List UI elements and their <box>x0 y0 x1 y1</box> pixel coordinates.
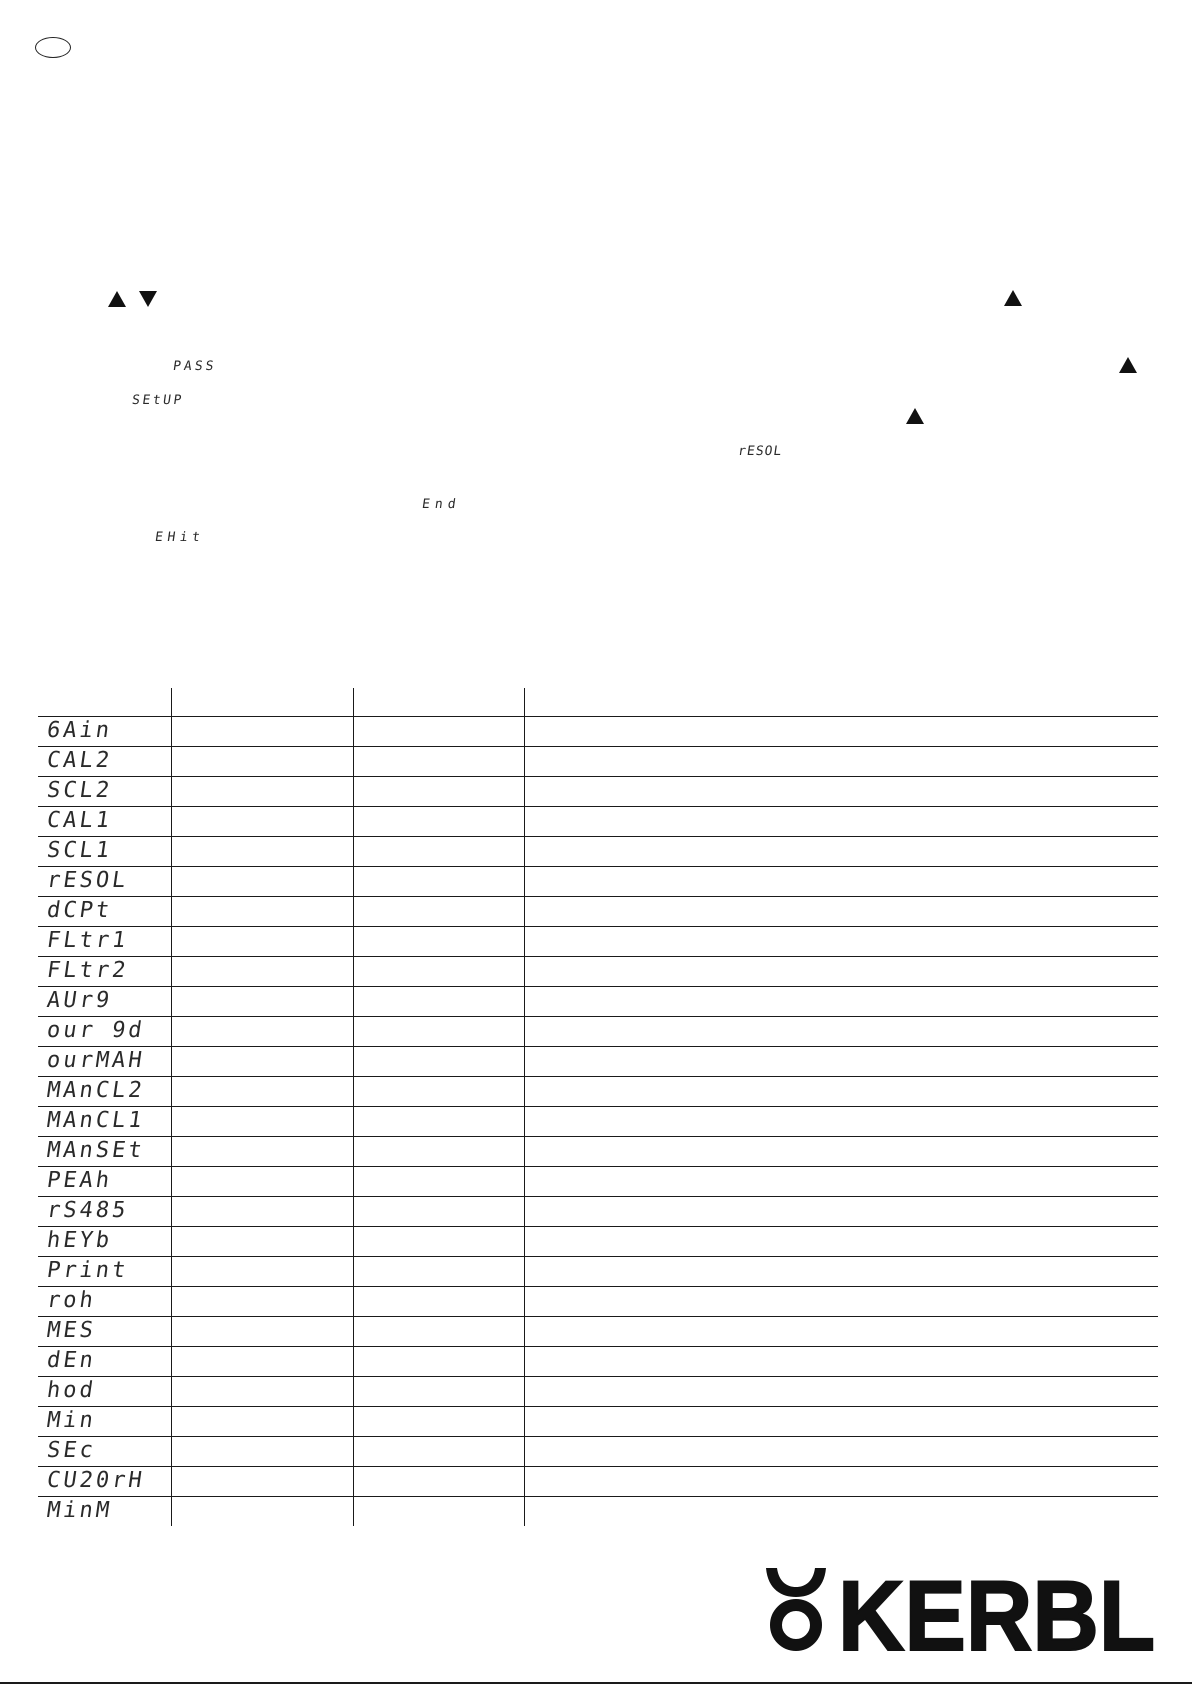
table-cell-code <box>38 1407 171 1436</box>
table-cell <box>524 1137 1158 1166</box>
table-cell <box>353 1167 524 1196</box>
table-cell <box>171 1017 353 1046</box>
table-cell <box>353 777 524 806</box>
display-code: dEn <box>45 1348 98 1373</box>
table-cell-code <box>38 1167 171 1196</box>
table-cell <box>353 927 524 956</box>
table-cell-code <box>38 1257 171 1286</box>
display-code: SCL2 <box>45 778 114 803</box>
table-cell <box>171 1347 353 1376</box>
table-cell <box>524 1077 1158 1106</box>
up-arrow-icon <box>108 291 126 307</box>
table-cell <box>353 1317 524 1346</box>
table-cell-code <box>38 1017 171 1046</box>
table-cell <box>353 1347 524 1376</box>
table-row <box>38 1136 1158 1166</box>
table-cell <box>524 1257 1158 1286</box>
table-cell <box>524 1197 1158 1226</box>
table-cell <box>524 1047 1158 1076</box>
table-cell-code <box>38 777 171 806</box>
display-code: SEc <box>45 1438 98 1463</box>
table-cell <box>171 1137 353 1166</box>
display-code: MAnCL2 <box>45 1078 147 1103</box>
table-cell-code <box>38 987 171 1016</box>
table-cell <box>171 957 353 986</box>
table-cell <box>353 1047 524 1076</box>
table-cell-code <box>38 867 171 896</box>
table-cell <box>171 807 353 836</box>
table-cell <box>353 837 524 866</box>
table-row <box>38 746 1158 776</box>
table-row <box>38 1406 1158 1436</box>
settings-table-body <box>38 716 1158 1526</box>
display-code: MinM <box>45 1498 114 1523</box>
display-code: FLtr1 <box>45 928 131 953</box>
table-row <box>38 1226 1158 1256</box>
table-cell-code <box>38 1317 171 1346</box>
table-row <box>38 1106 1158 1136</box>
table-row <box>38 1496 1158 1526</box>
table-cell <box>171 1317 353 1346</box>
display-code-setup: SEtUP <box>131 393 185 408</box>
display-code: hod <box>45 1378 98 1403</box>
table-cell <box>353 897 524 926</box>
table-row <box>38 776 1158 806</box>
table-cell <box>524 777 1158 806</box>
table-cell <box>171 1407 353 1436</box>
table-cell <box>171 1497 353 1526</box>
display-code: MAnSEt <box>45 1138 147 1163</box>
table-cell <box>524 867 1158 896</box>
table-row <box>38 926 1158 956</box>
display-code: Print <box>45 1258 131 1283</box>
table-row <box>38 1376 1158 1406</box>
table-cell <box>353 807 524 836</box>
table-cell-code <box>38 1227 171 1256</box>
table-cell <box>171 1257 353 1286</box>
table-cell <box>171 1077 353 1106</box>
table-cell-code <box>38 1047 171 1076</box>
table-row <box>38 896 1158 926</box>
table-row <box>38 806 1158 836</box>
table-row <box>38 1286 1158 1316</box>
table-header-row <box>38 688 1158 716</box>
table-cell <box>171 1167 353 1196</box>
table-row <box>38 1046 1158 1076</box>
table-cell-code <box>38 1347 171 1376</box>
kerbl-logo-wordmark: KERBL <box>838 1560 1156 1671</box>
table-cell-code <box>38 1197 171 1226</box>
table-row <box>38 1346 1158 1376</box>
table-cell-code <box>38 1437 171 1466</box>
table-cell <box>524 1407 1158 1436</box>
display-code: CAL1 <box>45 808 114 833</box>
table-cell <box>524 837 1158 866</box>
table-header-cell <box>38 688 171 716</box>
table-cell <box>353 1287 524 1316</box>
table-cell-code <box>38 1497 171 1526</box>
up-arrow-icon <box>1004 290 1022 306</box>
up-arrow-icon <box>906 408 924 424</box>
table-cell <box>353 1107 524 1136</box>
table-cell <box>353 987 524 1016</box>
table-cell <box>353 1437 524 1466</box>
table-cell <box>524 717 1158 746</box>
table-cell <box>171 867 353 896</box>
table-cell <box>524 897 1158 926</box>
table-cell <box>353 1017 524 1046</box>
table-cell <box>171 1377 353 1406</box>
table-cell <box>171 897 353 926</box>
table-cell <box>353 1497 524 1526</box>
display-code: MAnCL1 <box>45 1108 147 1133</box>
table-cell <box>524 1167 1158 1196</box>
table-cell-code <box>38 807 171 836</box>
table-cell-code <box>38 927 171 956</box>
table-cell-code <box>38 1137 171 1166</box>
display-code: rESOL <box>45 868 131 893</box>
table-cell <box>524 1227 1158 1256</box>
display-code-exit: EHit <box>154 530 206 545</box>
table-cell <box>353 1467 524 1496</box>
display-code: hEYb <box>45 1228 114 1253</box>
page-bottom-rule <box>0 1682 1192 1684</box>
table-cell <box>171 777 353 806</box>
table-cell <box>171 1227 353 1256</box>
display-code: PEAh <box>45 1168 114 1193</box>
table-cell <box>171 1467 353 1496</box>
table-cell <box>171 747 353 776</box>
display-code: AUr9 <box>45 988 114 1013</box>
display-code-resol: rESOL <box>737 444 784 459</box>
table-cell-code <box>38 1077 171 1106</box>
table-header-cell <box>171 688 353 716</box>
table-cell <box>353 717 524 746</box>
down-arrow-icon <box>139 291 157 307</box>
table-cell <box>353 1077 524 1106</box>
table-cell <box>353 1257 524 1286</box>
table-cell <box>524 1497 1158 1526</box>
table-row <box>38 1196 1158 1226</box>
table-cell <box>524 1377 1158 1406</box>
table-cell <box>171 927 353 956</box>
table-cell <box>524 1107 1158 1136</box>
table-cell <box>171 1287 353 1316</box>
table-cell <box>524 957 1158 986</box>
display-code: dCPt <box>45 898 114 923</box>
table-row <box>38 1076 1158 1106</box>
table-cell-code <box>38 717 171 746</box>
table-row <box>38 1256 1158 1286</box>
table-cell-code <box>38 1467 171 1496</box>
table-cell <box>353 1377 524 1406</box>
display-code: rS485 <box>45 1198 131 1223</box>
table-cell-code <box>38 837 171 866</box>
table-cell <box>524 807 1158 836</box>
table-header-cell <box>353 688 524 716</box>
kerbl-ring-symbol-icon <box>763 1566 829 1652</box>
table-cell <box>524 1317 1158 1346</box>
table-row <box>38 836 1158 866</box>
table-cell <box>524 1347 1158 1376</box>
table-cell <box>353 1197 524 1226</box>
table-row <box>38 716 1158 746</box>
table-cell-code <box>38 1377 171 1406</box>
table-row <box>38 1436 1158 1466</box>
display-code: CAL2 <box>45 748 114 773</box>
table-cell <box>524 927 1158 956</box>
table-cell-code <box>38 897 171 926</box>
table-cell <box>171 1047 353 1076</box>
display-code: MES <box>45 1318 98 1343</box>
display-code: 6Ain <box>45 718 114 743</box>
up-arrow-icon <box>1119 357 1137 373</box>
table-cell-code <box>38 957 171 986</box>
table-cell <box>353 1407 524 1436</box>
table-row <box>38 1466 1158 1496</box>
table-row <box>38 1166 1158 1196</box>
table-row <box>38 1316 1158 1346</box>
language-badge <box>35 37 71 58</box>
table-cell <box>171 1437 353 1466</box>
table-cell <box>524 1017 1158 1046</box>
table-cell-code <box>38 747 171 776</box>
table-cell <box>353 747 524 776</box>
table-row <box>38 986 1158 1016</box>
display-code: CU20rH <box>45 1468 147 1493</box>
display-code: FLtr2 <box>45 958 131 983</box>
table-row <box>38 866 1158 896</box>
table-cell-code <box>38 1287 171 1316</box>
display-code-pass: PASS <box>172 359 218 374</box>
display-code-end: End <box>421 497 462 512</box>
table-cell <box>524 1287 1158 1316</box>
table-cell <box>353 867 524 896</box>
table-cell <box>171 837 353 866</box>
table-cell <box>524 987 1158 1016</box>
display-code: our 9d <box>45 1018 147 1043</box>
table-row <box>38 1016 1158 1046</box>
settings-table <box>38 688 1158 1526</box>
table-row <box>38 956 1158 986</box>
table-cell <box>171 1107 353 1136</box>
table-cell <box>524 747 1158 776</box>
table-header-cell <box>524 688 1158 716</box>
table-cell <box>171 1197 353 1226</box>
table-cell <box>353 957 524 986</box>
display-code: ourMAH <box>45 1048 147 1073</box>
display-code: Min <box>45 1408 98 1433</box>
table-cell <box>524 1467 1158 1496</box>
table-cell <box>171 987 353 1016</box>
table-cell <box>171 717 353 746</box>
table-cell <box>524 1437 1158 1466</box>
table-cell-code <box>38 1107 171 1136</box>
display-code: SCL1 <box>45 838 114 863</box>
display-code: roh <box>45 1288 98 1313</box>
table-cell <box>353 1227 524 1256</box>
table-cell <box>353 1137 524 1166</box>
